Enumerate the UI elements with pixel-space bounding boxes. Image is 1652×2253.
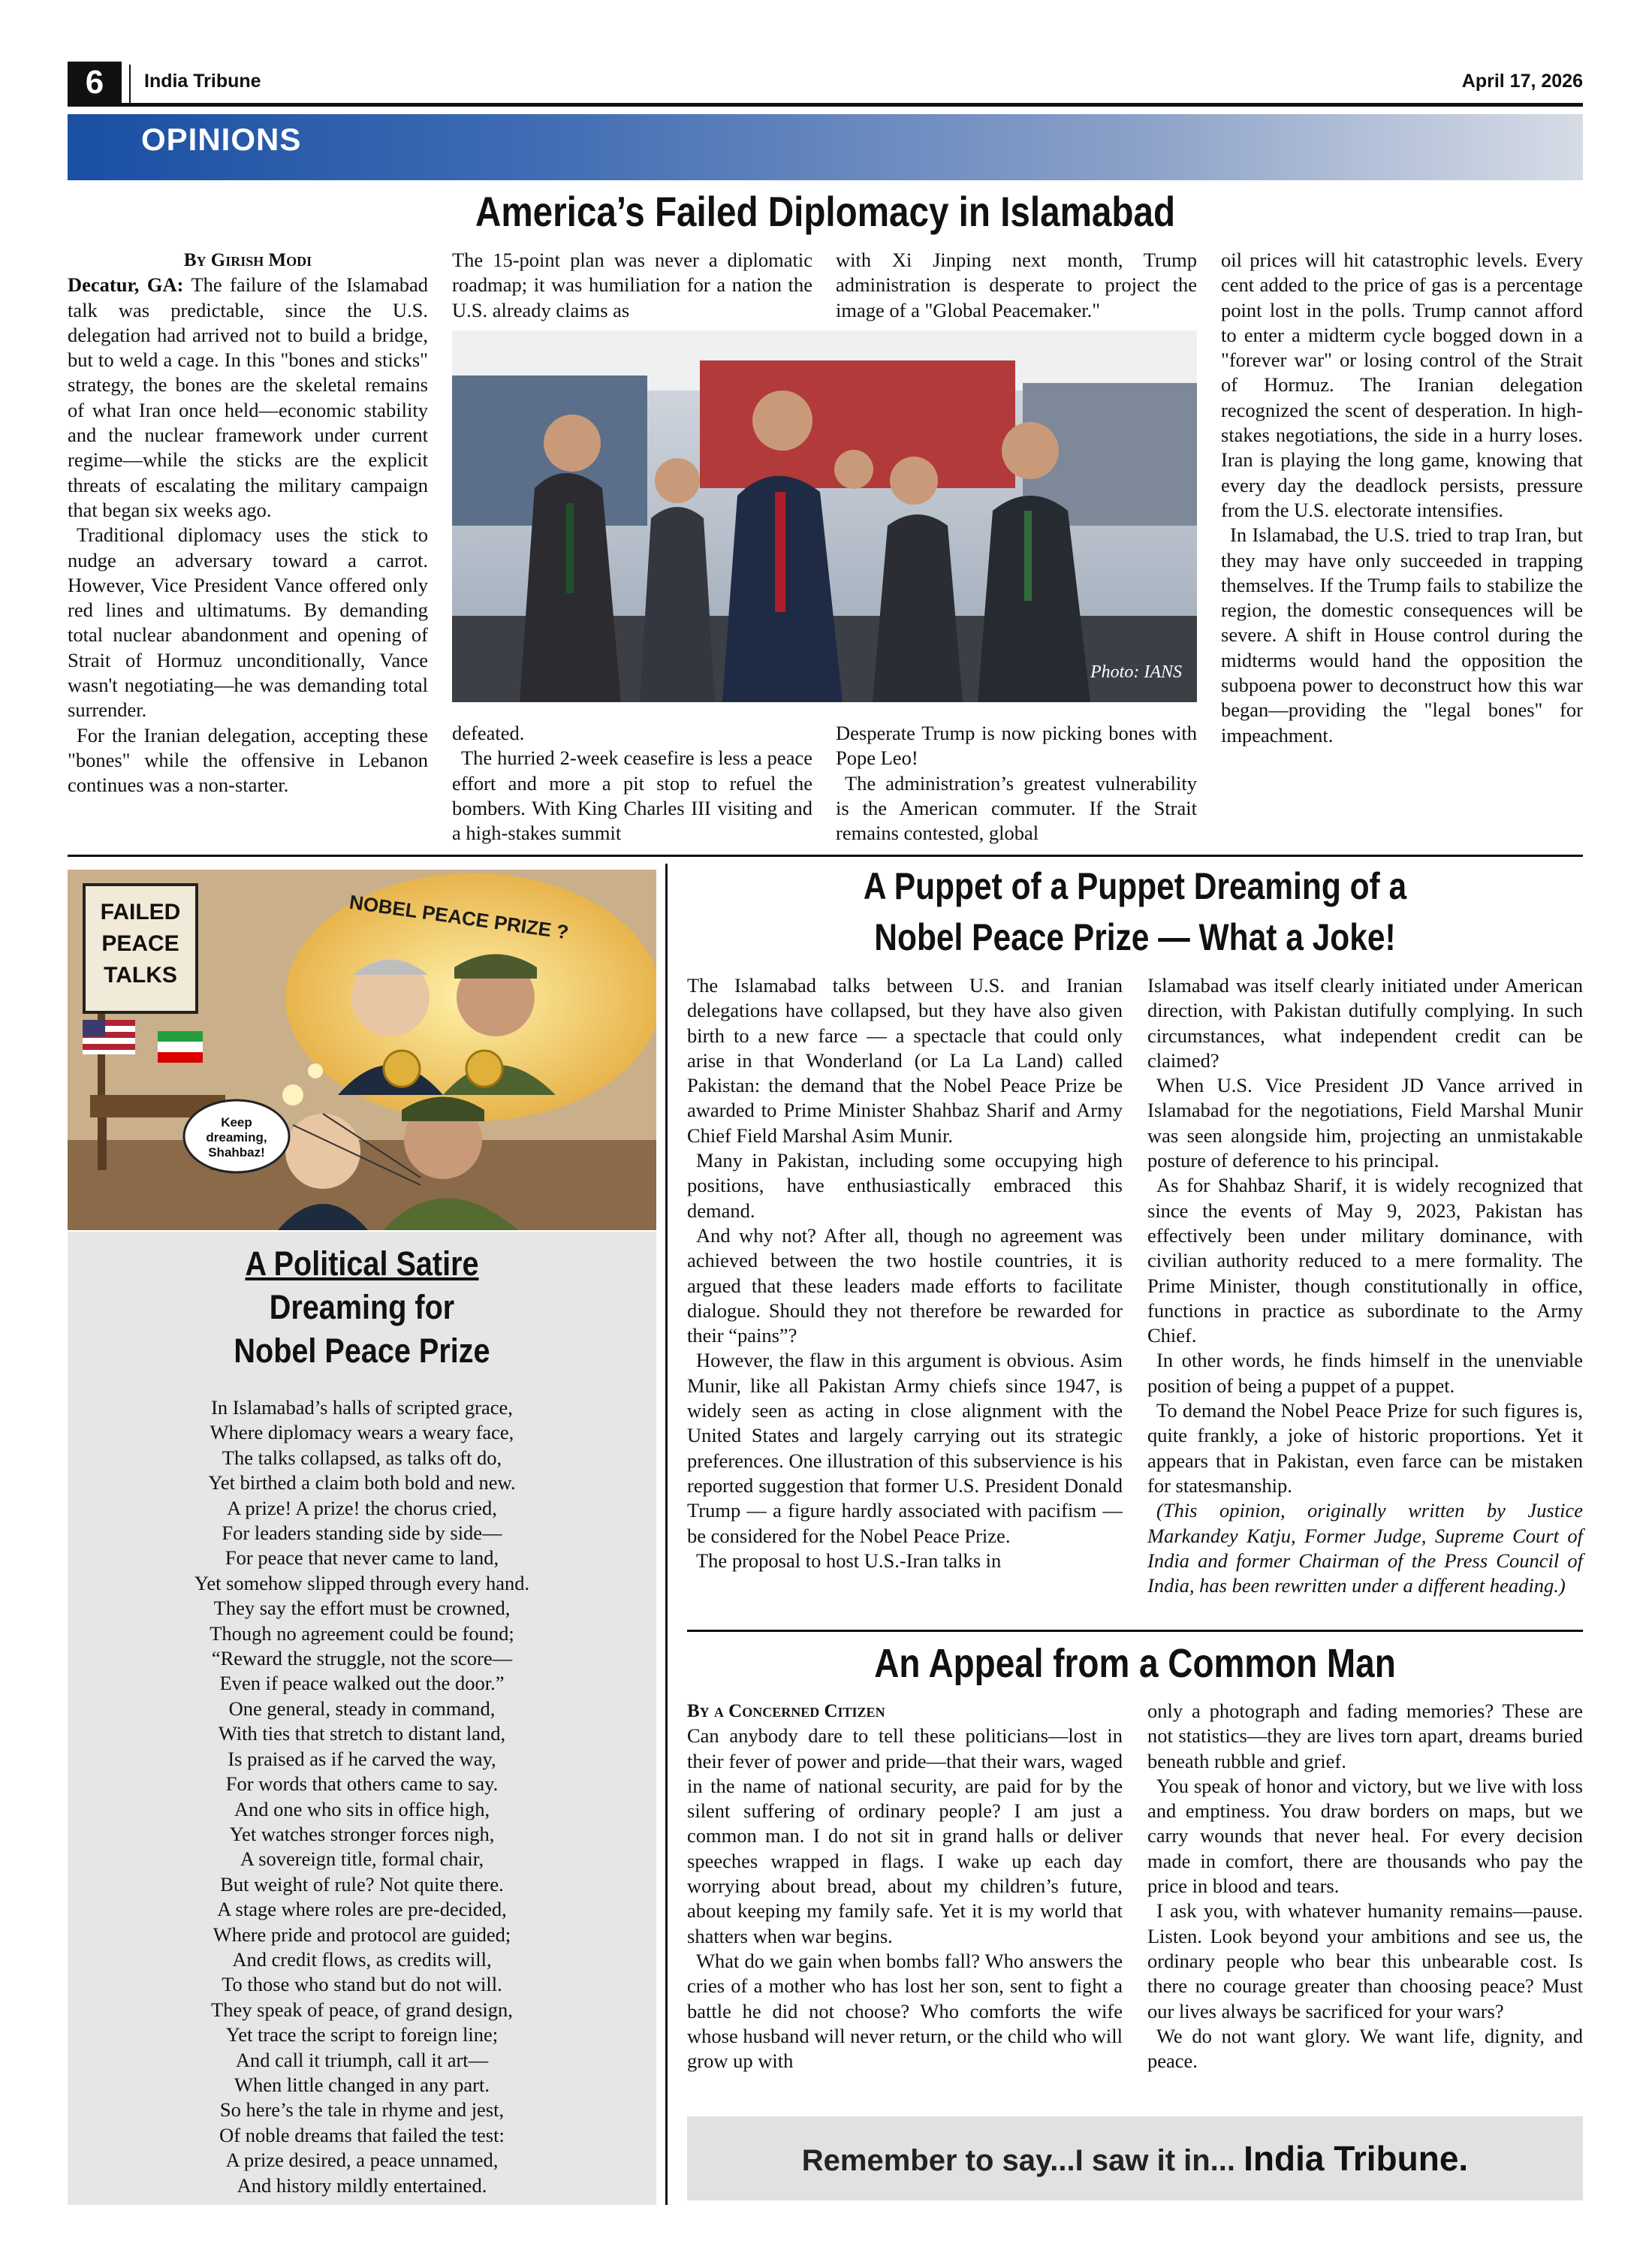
poem-line: Yet somehow slipped through every hand. (194, 1571, 530, 1594)
poem-line: Yet birthed a claim both bold and new. (208, 1471, 516, 1494)
article1-paragraph: The 15-point plan was never a diplomatic roadmap; it was humiliation for a nation the U.S. already claims as (452, 249, 812, 321)
article2-paragraph: The Islamabad talks between U.S. and Iranian delegations have collapsed, but they have also given birth to a new farce — a spectacle that could only arise in that Wonderland (or La La Land) called Pakistan: the demand that the Nobel Peace Prize be awarded to Prime Minister Shahbaz Sharif and Army Chief Field Marshal Asim Munir. (687, 974, 1123, 1147)
article1-column-2-top (452, 248, 812, 323)
article1-column-3-bottom (836, 721, 1197, 846)
article3-paragraph: You speak of honor and victory, but we live with loss and emptiness. You draw borders on maps, but we carry wounds that never heal. For every decision made in comfort, there are thousands who pay the price in blood and tears. (1147, 1774, 1583, 1898)
article2-paragraph: And why not? After all, though no agreement was achieved between the two hostile countries, it is argued that these leaders made efforts to facilitate dialogue. Should they not therefore be rewarded for their “pains”? (687, 1223, 1123, 1347)
poem-line: One general, steady in command, (228, 1697, 496, 1720)
satire-title-line-2: Dreaming for (269, 1288, 455, 1326)
article3-paragraph: We do not want glory. We want life, dignity, and peace. (1147, 2024, 1583, 2073)
photo-credit: Photo: IANS (1090, 662, 1182, 682)
article2-paragraph: Many in Pakistan, including some occupying high positions, have enthusiastically embraced this demand. (687, 1149, 1123, 1222)
article3-column-2 (1147, 1699, 1583, 2074)
poem-line: For peace that never came to land, (225, 1546, 499, 1570)
article1-paragraph: with Xi Jinping next month, Trump administration is desperate to project the image of a "Global Peacemaker." (836, 249, 1197, 321)
article2-headline-line-2: Nobel Peace Prize — What a Joke! (874, 916, 1396, 958)
article1-paragraph: In Islamabad, the U.S. tried to trap Iran, but they may have only succeeded in trapping themselves. If the Trump fails to stabilize the region, the domestic consequences will be severe. A shift in House control during the midterms would hand the opposition the subpoena power to deconstruct how this war began—providing the "legal bones" for impeachment. (1221, 523, 1583, 746)
article1-paragraph: The administration’s greatest vulnerability is the American commuter. If the Strait remains contested, global (836, 771, 1197, 845)
article2-paragraph: When U.S. Vice President JD Vance arrived in Islamabad for the negotiations, Field Marshal Munir was seen alongside him, projecting an unmistakable posture of deference to his principal. (1147, 1074, 1583, 1172)
article2-headline-line-1: A Puppet of a Puppet Dreaming of a (863, 865, 1407, 907)
article2-paragraph: Islamabad was itself clearly initiated under American direction, with Pakistan dutifully complying. In such circumstances, what independent credit can be claimed? (1147, 974, 1583, 1072)
article2-column-2 (1147, 973, 1583, 1598)
cartoon-speech-line-1: Keep (221, 1115, 252, 1130)
poem-line: For words that others came to say. (225, 1772, 499, 1796)
page-number: 6 (68, 62, 122, 104)
article1-dateline: Decatur, GA: (68, 273, 184, 297)
article1-column-2-bottom (452, 721, 812, 846)
article1-paragraph: For the Iranian delegation, accepting these "bones" while the offensive in Lebanon continues was a non-starter. (68, 723, 428, 797)
poem-line: A sovereign title, formal chair, (240, 1847, 484, 1871)
header-divider (129, 65, 131, 104)
article1-byline: By Girish Modi (183, 250, 312, 270)
house-ad (687, 2116, 1583, 2200)
poem-line: And call it triumph, call it art— (235, 2048, 489, 2071)
column-divider (665, 864, 668, 2205)
article3-headline: An Appeal from a Common Man (874, 1641, 1396, 1686)
article1-paragraph: Desperate Trump is now picking bones with Pope Leo! (836, 722, 1197, 770)
poem-line: Yet trace the script to foreign line; (225, 2023, 499, 2046)
poem-line: Of noble dreams that failed the test: (219, 2123, 505, 2146)
article3-paragraph: I ask you, with whatever humanity remains—pause. Listen. Look beyond your ambitions and see us, the ordinary people who bear this unbearable cost. Is there no courage greater than choosing peace? Must our lives always be sacrificed for your wars? (1147, 1899, 1583, 2022)
article3-column-1 (687, 1699, 1123, 2074)
article1-paragraph: The hurried 2-week ceasefire is less a peace effort and more a pit stop to refuel the bombers. With King Charles III visiting and a high-stakes summit (452, 746, 812, 845)
article2-editor-note: (This opinion, originally written by Justice Markandey Katju, Former Judge, Supreme Court of India and former Chairman of the Press Council of India, has been rewritten under a different heading.) (1147, 1499, 1583, 1597)
house-ad-brand: India Tribune. (1244, 2139, 1469, 2178)
article1-column-4 (1221, 248, 1583, 748)
poem-line: They speak of peace, of grand design, (211, 1998, 513, 2021)
poem-line: A stage where roles are pre-decided, (217, 1898, 507, 1921)
poem-line: And one who sits in office high, (234, 1797, 490, 1820)
poem-line: Where diplomacy wears a weary face, (210, 1421, 514, 1444)
article1-paragraph: Decatur, GA: The failure of the Islamabad talk was predictable, since the U.S. delegation had arrived not to build a bridge, but to weld a cage. In this "bones and sticks" strategy, the bones are the skeletal remains of what Iran once held—economic stability and the nuclear framework under current regime—while the sticks are the explicit threats of escalating the military campaign that began six weeks ago. (68, 273, 428, 521)
political-cartoon (68, 870, 656, 1230)
article2-paragraph: However, the flaw in this argument is obvious. Asim Munir, like all Pakistan Army chiefs since 1947, is widely seen as acting in close alignment with the United States and largely carrying out its strategic preferences. One illustration of this subservience is his reported suggestion that former U.S. President Donald Trump — a figure hardly associated with pacifism — be considered for the Nobel Peace Prize. (687, 1349, 1123, 1547)
poem-line: To those who stand but do not will. (222, 1973, 502, 1996)
poem-line: Yet watches stronger forces nigh, (229, 1822, 495, 1845)
publication-name: India Tribune (144, 71, 261, 92)
poem-line: Though no agreement could be found; (210, 1621, 514, 1645)
poem-line: Where pride and protocol are guided; (213, 1923, 511, 1946)
satire-title-line-3: Nobel Peace Prize (234, 1332, 490, 1370)
article3-paragraph: Can anybody dare to tell these politicians—lost in their fever of power and pride—that their wars, waged in the name of national security, are paid for by the silent suffering of ordinary people? I am just a common man. I do not sit in grand halls or deliver speeches wrapped in flags. I wake up each day worrying about bread, about my children’s future, about keeping my family safe. Yet it is my world that shatters when war begins. (687, 1724, 1123, 1947)
section-divider (68, 855, 1583, 857)
article3-byline: By a Concerned Citizen (687, 1701, 885, 1721)
article2-paragraph: As for Shahbaz Sharif, it is widely recognized that since the events of May 9, 2023, Pakistan has effectively been under military dominance, with civilian authority reduced to a mere formality. The Prime Minister, though constitutionally in office, functions in practice as subordinate to the Army Chief. (1147, 1174, 1583, 1347)
delegation-photo-illustration (452, 330, 1197, 702)
cartoon-sign-line-3: TALKS (104, 963, 177, 988)
article3-paragraph: only a photograph and fading memories? These are not statistics—they are lives torn apart, dreams buried beneath rubble and grief. (1147, 1700, 1583, 1772)
article1-column-1 (68, 248, 428, 798)
poem-line: And credit flows, as credits will, (232, 1947, 492, 1971)
section-divider (687, 1630, 1583, 1632)
poem-line: The talks collapsed, as talks oft do, (222, 1446, 502, 1469)
poem-line: A prize! A prize! the chorus cried, (227, 1496, 497, 1519)
poem-line: When little changed in any part. (234, 2073, 490, 2096)
poem-line: Even if peace walked out the door.” (219, 1672, 505, 1695)
article2-paragraph: The proposal to host U.S.-Iran talks in (696, 1549, 1002, 1572)
poem-line: But weight of rule? Not quite there. (220, 1872, 504, 1896)
article1-column-3-top (836, 248, 1197, 323)
cartoon-illustration (68, 870, 656, 1230)
house-ad-text (687, 2116, 1583, 2203)
poem-line: So here’s the tale in rhyme and jest, (219, 2098, 505, 2122)
article1-paragraph: defeated. (452, 722, 525, 744)
article1-paragraph: Traditional diplomacy uses the stick to nudge an adversary toward a carrot. However, Vice President Vance offered only red lines and ultimatums. By demanding total nuclear abandonment and opening of Strait of Hormuz unconditionally, Vance wasn't negotiating—he was demanding total surrender. (68, 523, 428, 722)
poem-line: For leaders standing side by side— (222, 1522, 502, 1545)
poem-line: In Islamabad’s halls of scripted grace, (211, 1396, 513, 1419)
satire-panel (68, 1232, 656, 2205)
poem-line: With ties that stretch to distant land, (218, 1722, 506, 1745)
section-label: OPINIONS (141, 122, 302, 157)
satire-poem (68, 1395, 656, 2198)
article1-photo (452, 330, 1197, 702)
article2-paragraph: In other words, he finds himself in the unenviable position of being a puppet of a puppet. (1147, 1349, 1583, 1397)
cartoon-speech-line-2: dreaming, (206, 1130, 267, 1145)
article3-paragraph: What do we gain when bombs fall? Who answers the cries of a mother who has lost her son, sent to fight a battle he did not choose? Who comforts the wife whose husband will never return, or the child who will grow up with (687, 1949, 1123, 2073)
poem-line: They say the effort must be crowned, (213, 1597, 511, 1620)
poem-line: And history mildly entertained. (237, 2173, 487, 2197)
issue-date: April 17, 2026 (1461, 71, 1583, 92)
poem-line: Is praised as if he carved the way, (228, 1747, 496, 1770)
cartoon-sign-line-2: PEACE (101, 931, 179, 956)
article2-paragraph: To demand the Nobel Peace Prize for such figures is, quite frankly, a joke of historic proportions. Yet it appears that in Pakistan, even farce can be mistaken for statesmanship. (1147, 1399, 1583, 1497)
article1-headline: America’s Failed Diplomacy in Islamabad (475, 188, 1176, 235)
article2-column-1 (687, 973, 1123, 1573)
article1-paragraph: oil prices will hit catastrophic levels. Every cent added to the price of gas is a percentage point lost in the polls. Trump cannot afford to enter a midterm cycle bogged down in a "forever war" or losing control of the Strait of Hormuz. The Iranian delegation recognized the scent of desperation. In high-stakes negotiations, the side in a hurry loses. Iran is playing the long game, knowing that every day the deadlock persists, pressure from the U.S. electorate intensifies. (1221, 249, 1583, 521)
poem-line: A prize desired, a peace unnamed, (225, 2149, 499, 2172)
cartoon-sign-line-1: FAILED (100, 900, 181, 924)
header-rule (68, 103, 1583, 107)
cartoon-cloud-text: NOBEL PEACE PRIZE ? (348, 890, 571, 944)
satire-title-line-1: A Political Satire (245, 1244, 479, 1283)
poem-line: “Reward the struggle, not the score— (211, 1647, 513, 1670)
house-ad-prefix: Remember to say...I saw it in... (801, 2144, 1236, 2177)
cartoon-speech-line-3: Shahbaz! (208, 1145, 265, 1160)
